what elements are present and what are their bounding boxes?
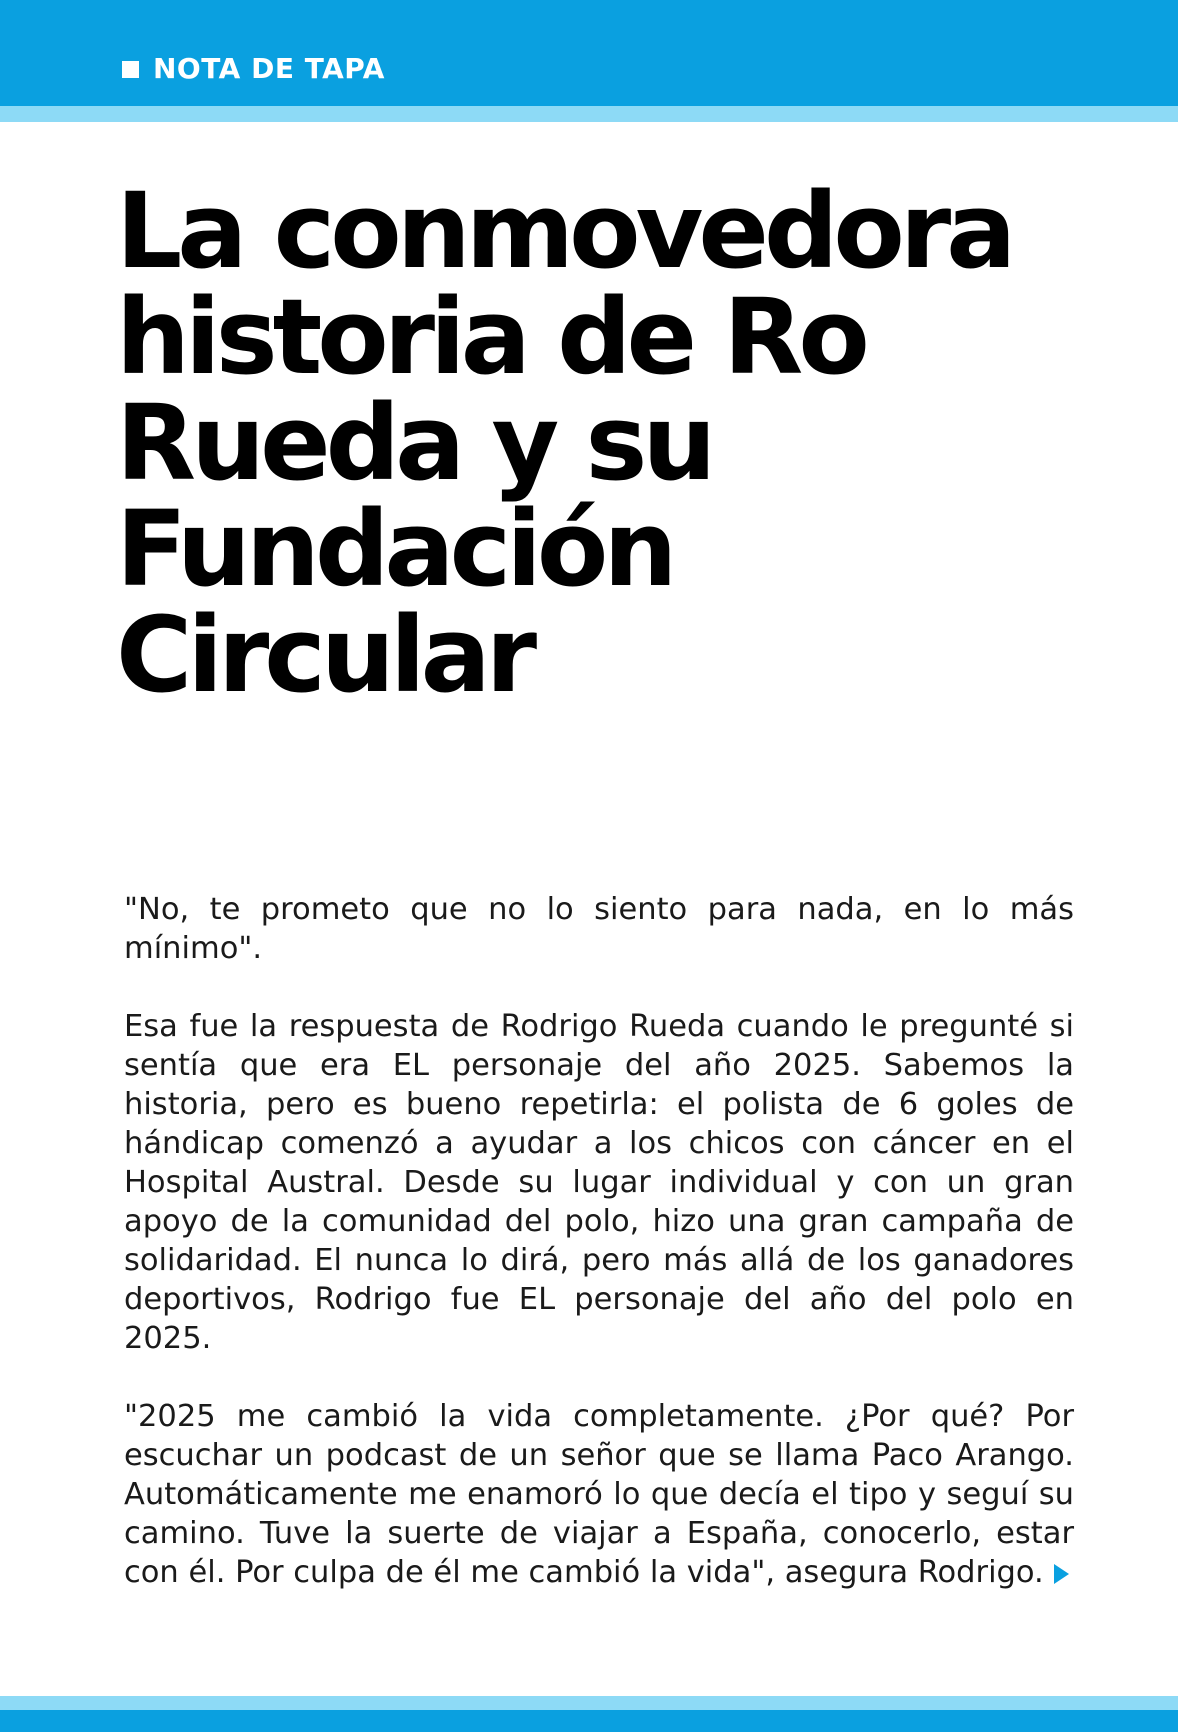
article-headline: La conmovedora historia de Ro Rueda y su Fundación Circular	[116, 170, 1012, 716]
footer-accent-stripe	[0, 1696, 1178, 1710]
article-body	[124, 890, 1074, 1631]
square-bullet-icon	[122, 61, 139, 78]
section-label-text: NOTA DE TAPA	[153, 52, 385, 85]
article-paragraph-3-text: "2025 me cambió la vida completamente. ¿Por qué? Por escuchar un podcast de un señor que se llama Paco Arango. Automáticamente me enamoró lo que decía el tipo y seguí su camino. Tuve la suerte de viajar a España, conocerlo, estar con él. Por culpa de él me cambió la vida", asegura Rodrigo.	[124, 1399, 1074, 1590]
article-paragraph-1: "No, te prometo que no lo siento para nada, en lo más mínimo".	[124, 892, 1074, 966]
article-paragraph-2: Esa fue la respuesta de Rodrigo Rueda cuando le pregunté si sentía que era EL personaje del año 2025. Sabemos la historia, pero es bueno repetirla: el polista de 6 goles de hándicap comenzó a ayudar a los chicos con cáncer en el Hospital Austral. Desde su lugar individual y con un gran apoyo de la comunidad del polo, hizo una gran campaña de solidaridad. El nunca lo dirá, pero más allá de los ganadores deportivos, Rodrigo fue EL personaje del año del polo en 2025.	[124, 1009, 1074, 1356]
article-paragraph-3	[124, 1397, 1074, 1592]
header-accent-stripe	[0, 106, 1178, 122]
footer-bar	[0, 1710, 1178, 1732]
section-label	[122, 52, 385, 86]
triangle-right-icon	[1054, 1564, 1069, 1584]
